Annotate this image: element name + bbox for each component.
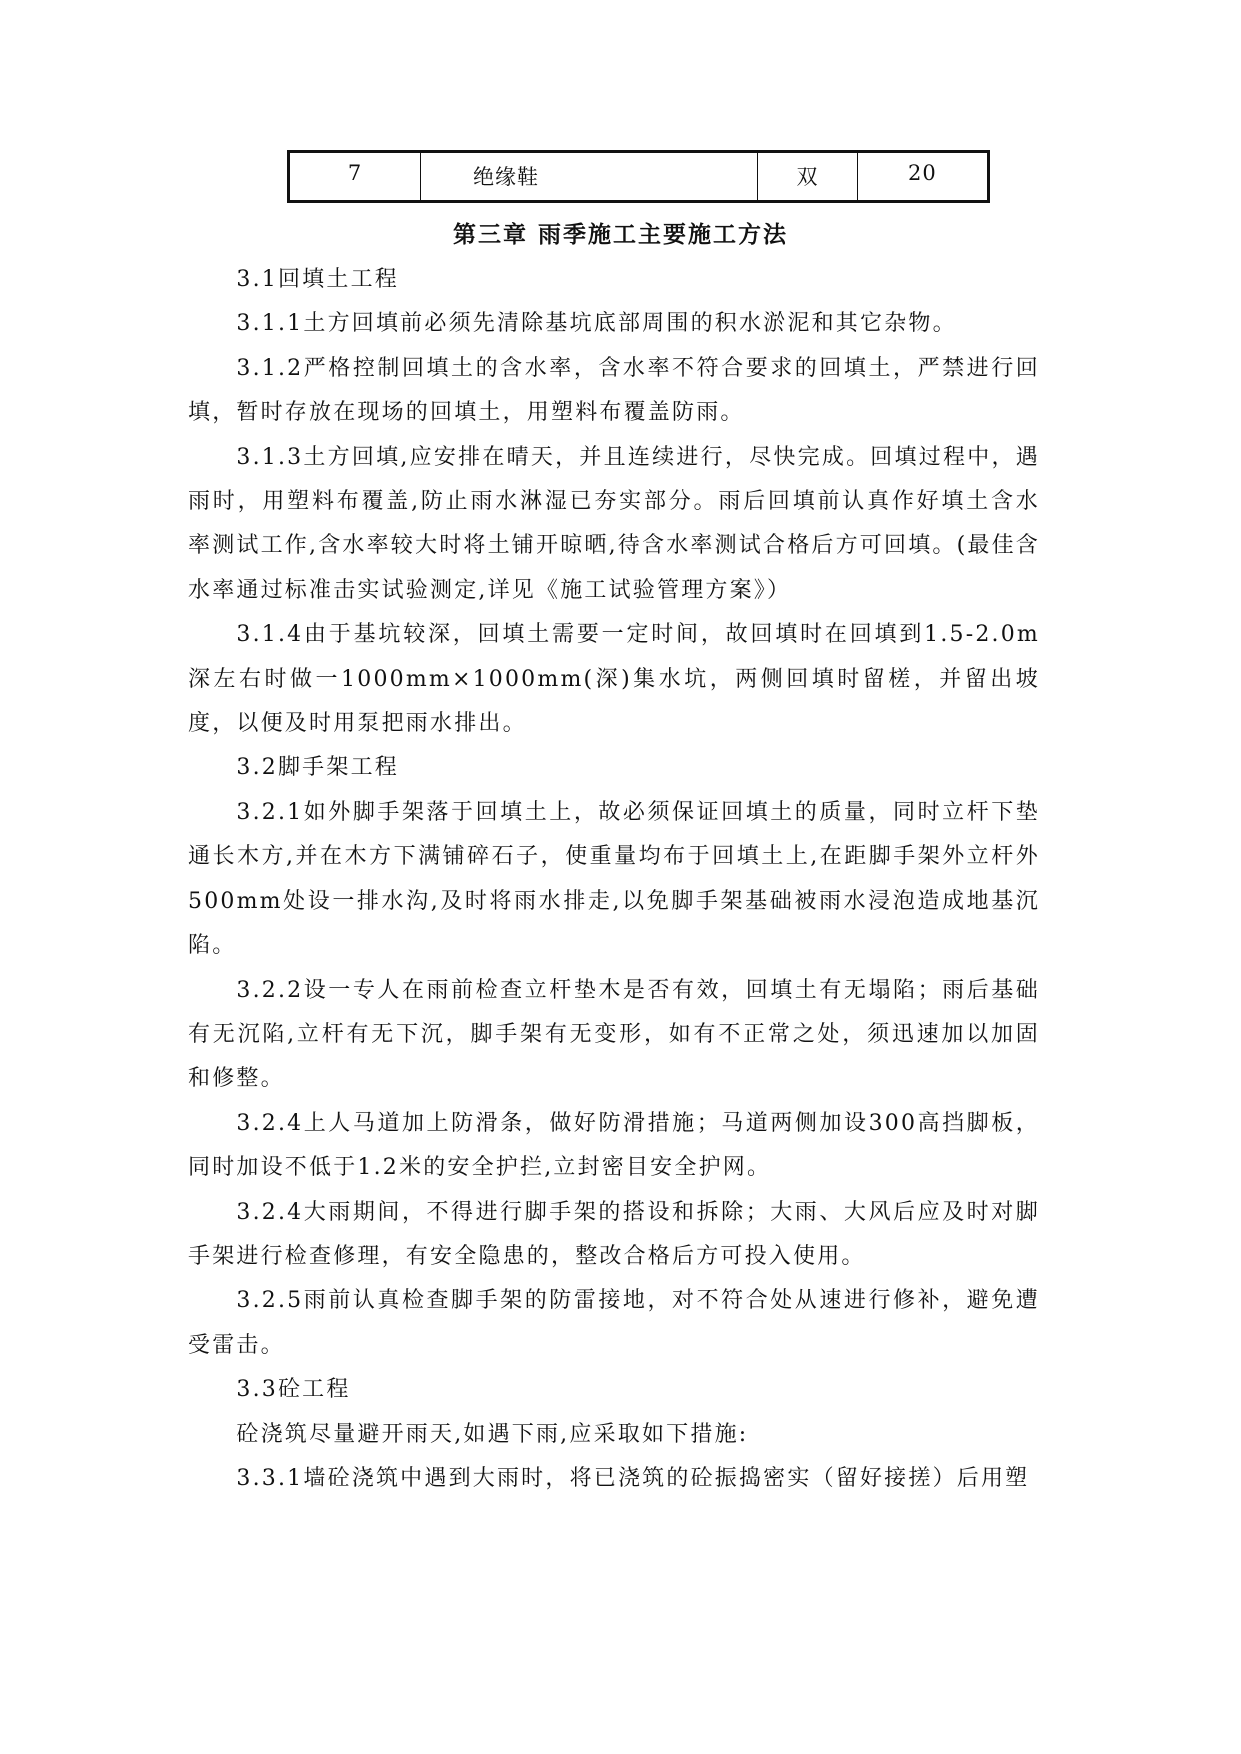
table-cell-no: 7 — [289, 152, 421, 202]
table-cell-name: 绝缘鞋 — [421, 152, 758, 202]
paragraph: 3.2.4上人马道加上防滑条，做好防滑措施；马道两侧加设300高挡脚板，同时加设不低于1.2米的安全护拦,立封密目安全护网。 — [188, 1110, 1040, 1181]
paragraph: 3.2.2设一专人在雨前检查立杆垫木是否有效，回填土有无塌陷；雨后基础有无沉陷,立杆有无下沉，脚手架有无变形，如有不正常之处，须迅速加以加固和修整。 — [188, 977, 1040, 1092]
section-heading: 3.1回填土工程 — [236, 267, 399, 292]
section-heading: 3.3砼工程 — [236, 1377, 351, 1403]
paragraph: 3.1.2严格控制回填土的含水率，含水率不符合要求的回填土，严禁进行回填，暂时存放在现场的回填土，用塑料布覆盖防雨。 — [188, 355, 1040, 426]
body-text — [188, 258, 1040, 1501]
paragraph: 3.2.5雨前认真检查脚手架的防雷接地，对不符合处从速进行修补，避免遭受雷击。 — [188, 1288, 1040, 1358]
paragraph: 3.2.1如外脚手架落于回填土上，故必须保证回填土的质量，同时立杆下垫通长木方,并在木方下满铺碎石子，使重量均布于回填土上,在距脚手架外立杆外500mm处设一排水沟,及时将雨水排走,以免脚手架基础被雨水浸泡造成地基沉陷。 — [188, 799, 1040, 959]
table-row — [289, 152, 989, 202]
paragraph: 3.2.4大雨期间，不得进行脚手架的搭设和拆除；大雨、大风后应及时对脚手架进行检查修理，有安全隐患的，整改合格后方可投入使用。 — [188, 1199, 1040, 1269]
section-heading: 3.2脚手架工程 — [236, 755, 399, 781]
table-cell-qty: 20 — [858, 152, 989, 202]
paragraph: 砼浇筑尽量避开雨天,如遇下雨,应采取如下措施: — [236, 1421, 749, 1447]
paragraph: 3.3.1墙砼浇筑中遇到大雨时，将已浇筑的砼振捣密实（留好接搓）后用塑 — [236, 1465, 1030, 1491]
chapter-title: 第三章 雨季施工主要施工方法 — [452, 222, 788, 248]
table-cell-unit: 双 — [758, 152, 858, 202]
equipment-table — [287, 150, 990, 203]
paragraph: 3.1.1土方回填前必须先清除基坑底部周围的积水淤泥和其它杂物。 — [236, 311, 957, 337]
paragraph: 3.1.4由于基坑较深，回填土需要一定时间，故回填时在回填到1.5-2.0m深左右时做一1000mm×1000mm(深)集水坑，两侧回填时留槎，并留出坡度，以便及时用泵把雨水排出。 — [188, 622, 1040, 737]
paragraph: 3.1.3土方回填,应安排在晴天，并且连续进行，尽快完成。回填过程中，遇雨时，用塑料布覆盖,防止雨水淋湿已夯实部分。雨后回填前认真作好填土含水率测试工作,含水率较大时将土铺开晾晒,待含水率测试合格后方可回填。(最佳含水率通过标准击实试验测定,详见《施工试验管理方案》） — [188, 444, 1040, 603]
